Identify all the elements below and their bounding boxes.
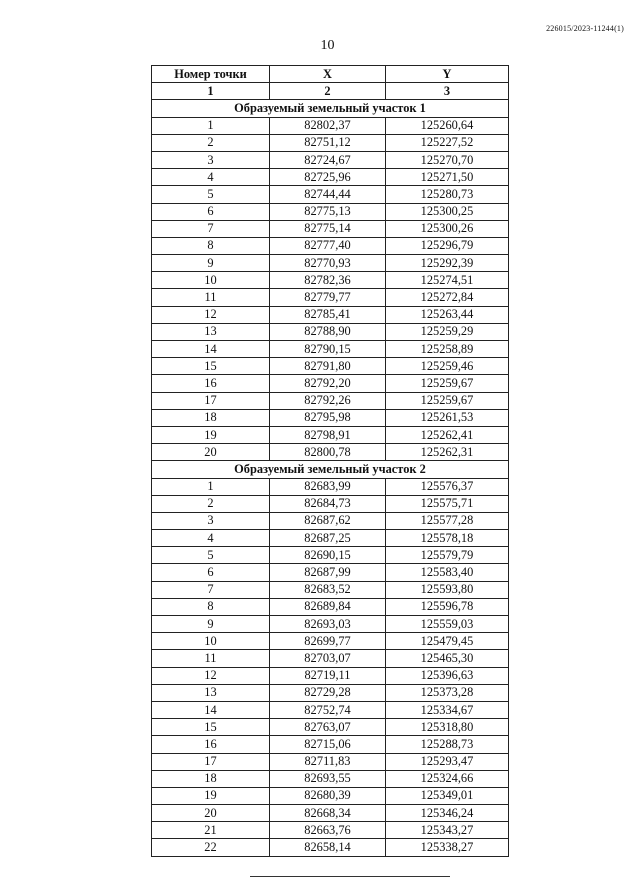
y-coordinate-cell: 125292,39 [386,255,509,272]
table-row [152,512,509,529]
header-y: Y [386,66,509,83]
y-coordinate-cell: 125270,70 [386,151,509,168]
table-header-row [152,66,509,83]
point-number-cell: 9 [152,616,270,633]
y-coordinate-cell: 125593,80 [386,581,509,598]
y-coordinate-cell: 125343,27 [386,822,509,839]
y-coordinate-cell: 125578,18 [386,530,509,547]
point-number-cell: 1 [152,117,270,134]
y-coordinate-cell: 125259,67 [386,392,509,409]
x-coordinate-cell: 82779,77 [270,289,386,306]
y-coordinate-cell: 125262,31 [386,444,509,461]
point-number-cell: 22 [152,839,270,856]
y-coordinate-cell: 125261,53 [386,409,509,426]
point-number-cell: 18 [152,770,270,787]
table-row [152,719,509,736]
point-number-cell: 17 [152,753,270,770]
table-row [152,134,509,151]
x-coordinate-cell: 82752,74 [270,701,386,718]
x-coordinate-cell: 82683,52 [270,581,386,598]
x-coordinate-cell: 82680,39 [270,787,386,804]
table-row [152,409,509,426]
point-number-cell: 9 [152,255,270,272]
table-row [152,186,509,203]
point-number-cell: 21 [152,822,270,839]
x-coordinate-cell: 82798,91 [270,426,386,443]
point-number-cell: 5 [152,186,270,203]
table-row [152,770,509,787]
y-coordinate-cell: 125577,28 [386,512,509,529]
y-coordinate-cell: 125263,44 [386,306,509,323]
point-number-cell: 4 [152,530,270,547]
point-number-cell: 12 [152,306,270,323]
x-coordinate-cell: 82800,78 [270,444,386,461]
column-number-3: 3 [386,83,509,100]
column-number-1: 1 [152,83,270,100]
point-number-cell: 20 [152,444,270,461]
point-number-cell: 13 [152,684,270,701]
y-coordinate-cell: 125259,67 [386,375,509,392]
y-coordinate-cell: 125271,50 [386,169,509,186]
table-row [152,358,509,375]
x-coordinate-cell: 82775,13 [270,203,386,220]
y-coordinate-cell: 125324,66 [386,770,509,787]
y-coordinate-cell: 125576,37 [386,478,509,495]
x-coordinate-cell: 82763,07 [270,719,386,736]
point-number-cell: 3 [152,151,270,168]
x-coordinate-cell: 82711,83 [270,753,386,770]
table-row [152,736,509,753]
x-coordinate-cell: 82658,14 [270,839,386,856]
point-number-cell: 16 [152,736,270,753]
x-coordinate-cell: 82699,77 [270,633,386,650]
table-row [152,495,509,512]
point-number-cell: 1 [152,478,270,495]
x-coordinate-cell: 82788,90 [270,323,386,340]
point-number-cell: 10 [152,633,270,650]
x-coordinate-cell: 82687,62 [270,512,386,529]
x-coordinate-cell: 82790,15 [270,341,386,358]
x-coordinate-cell: 82689,84 [270,598,386,615]
table-row [152,598,509,615]
table-row [152,805,509,822]
point-number-cell: 14 [152,701,270,718]
table-row [152,289,509,306]
y-coordinate-cell: 125259,46 [386,358,509,375]
x-coordinate-cell: 82687,99 [270,564,386,581]
x-coordinate-cell: 82719,11 [270,667,386,684]
x-coordinate-cell: 82795,98 [270,409,386,426]
table-row [152,255,509,272]
x-coordinate-cell: 82693,55 [270,770,386,787]
point-number-cell: 3 [152,512,270,529]
point-number-cell: 15 [152,358,270,375]
y-coordinate-cell: 125583,40 [386,564,509,581]
x-coordinate-cell: 82751,12 [270,134,386,151]
x-coordinate-cell: 82684,73 [270,495,386,512]
table-row [152,426,509,443]
x-coordinate-cell: 82777,40 [270,237,386,254]
y-coordinate-cell: 125280,73 [386,186,509,203]
y-coordinate-cell: 125288,73 [386,736,509,753]
table-row [152,753,509,770]
x-coordinate-cell: 82785,41 [270,306,386,323]
x-coordinate-cell: 82792,20 [270,375,386,392]
x-coordinate-cell: 82791,80 [270,358,386,375]
table-row [152,478,509,495]
y-coordinate-cell: 125596,78 [386,598,509,615]
y-coordinate-cell: 125334,67 [386,701,509,718]
y-coordinate-cell: 125373,28 [386,684,509,701]
y-coordinate-cell: 125262,41 [386,426,509,443]
table-row [152,839,509,856]
y-coordinate-cell: 125349,01 [386,787,509,804]
table-row [152,616,509,633]
point-number-cell: 7 [152,220,270,237]
point-number-cell: 11 [152,650,270,667]
table-row [152,684,509,701]
y-coordinate-cell: 125579,79 [386,547,509,564]
table-row [152,564,509,581]
point-number-cell: 5 [152,547,270,564]
table-row [152,667,509,684]
y-coordinate-cell: 125479,45 [386,633,509,650]
table-row [152,151,509,168]
x-coordinate-cell: 82703,07 [270,650,386,667]
point-number-cell: 13 [152,323,270,340]
point-number-cell: 10 [152,272,270,289]
table-row [152,272,509,289]
x-coordinate-cell: 82782,36 [270,272,386,289]
y-coordinate-cell: 125346,24 [386,805,509,822]
column-number-row [152,83,509,100]
table-row [152,530,509,547]
section-heading-row [152,100,509,117]
point-number-cell: 18 [152,409,270,426]
point-number-cell: 20 [152,805,270,822]
y-coordinate-cell: 125293,47 [386,753,509,770]
x-coordinate-cell: 82693,03 [270,616,386,633]
point-number-cell: 11 [152,289,270,306]
y-coordinate-cell: 125338,27 [386,839,509,856]
table-row [152,822,509,839]
table-row [152,375,509,392]
table-row [152,701,509,718]
y-coordinate-cell: 125465,30 [386,650,509,667]
table-row [152,220,509,237]
table-row [152,633,509,650]
y-coordinate-cell: 125274,51 [386,272,509,289]
point-number-cell: 8 [152,598,270,615]
document-id: 226015/2023-11244(1) [546,24,624,33]
x-coordinate-cell: 82683,99 [270,478,386,495]
y-coordinate-cell: 125575,71 [386,495,509,512]
header-point-number: Номер точки [152,66,270,83]
table-row [152,581,509,598]
section-heading-row [152,461,509,478]
point-number-cell: 19 [152,787,270,804]
point-number-cell: 14 [152,341,270,358]
point-number-cell: 16 [152,375,270,392]
x-coordinate-cell: 82729,28 [270,684,386,701]
y-coordinate-cell: 125318,80 [386,719,509,736]
x-coordinate-cell: 82690,15 [270,547,386,564]
table-row [152,650,509,667]
table-row [152,392,509,409]
point-number-cell: 2 [152,134,270,151]
y-coordinate-cell: 125272,84 [386,289,509,306]
table-row [152,306,509,323]
y-coordinate-cell: 125258,89 [386,341,509,358]
table-row [152,547,509,564]
table-row [152,323,509,340]
header-x: X [270,66,386,83]
point-number-cell: 4 [152,169,270,186]
table-row [152,117,509,134]
x-coordinate-cell: 82724,67 [270,151,386,168]
point-number-cell: 19 [152,426,270,443]
footer-rule [250,876,450,877]
x-coordinate-cell: 82770,93 [270,255,386,272]
point-number-cell: 15 [152,719,270,736]
section-title: Образуемый земельный участок 2 [152,461,509,478]
x-coordinate-cell: 82663,76 [270,822,386,839]
y-coordinate-cell: 125296,79 [386,237,509,254]
point-number-cell: 2 [152,495,270,512]
table-row [152,444,509,461]
page-number: 10 [320,38,335,53]
x-coordinate-cell: 82802,37 [270,117,386,134]
x-coordinate-cell: 82725,96 [270,169,386,186]
table-row [152,237,509,254]
point-number-cell: 12 [152,667,270,684]
point-number-cell: 7 [152,581,270,598]
column-number-2: 2 [270,83,386,100]
x-coordinate-cell: 82792,26 [270,392,386,409]
x-coordinate-cell: 82775,14 [270,220,386,237]
table-row [152,787,509,804]
point-number-cell: 8 [152,237,270,254]
section-title: Образуемый земельный участок 1 [152,100,509,117]
x-coordinate-cell: 82744,44 [270,186,386,203]
point-number-cell: 6 [152,564,270,581]
x-coordinate-cell: 82715,06 [270,736,386,753]
point-number-cell: 6 [152,203,270,220]
y-coordinate-cell: 125300,26 [386,220,509,237]
y-coordinate-cell: 125559,03 [386,616,509,633]
y-coordinate-cell: 125259,29 [386,323,509,340]
coordinates-table [151,65,509,857]
table-row [152,341,509,358]
y-coordinate-cell: 125300,25 [386,203,509,220]
x-coordinate-cell: 82687,25 [270,530,386,547]
y-coordinate-cell: 125227,52 [386,134,509,151]
table-row [152,203,509,220]
y-coordinate-cell: 125260,64 [386,117,509,134]
y-coordinate-cell: 125396,63 [386,667,509,684]
x-coordinate-cell: 82668,34 [270,805,386,822]
table-row [152,169,509,186]
point-number-cell: 17 [152,392,270,409]
